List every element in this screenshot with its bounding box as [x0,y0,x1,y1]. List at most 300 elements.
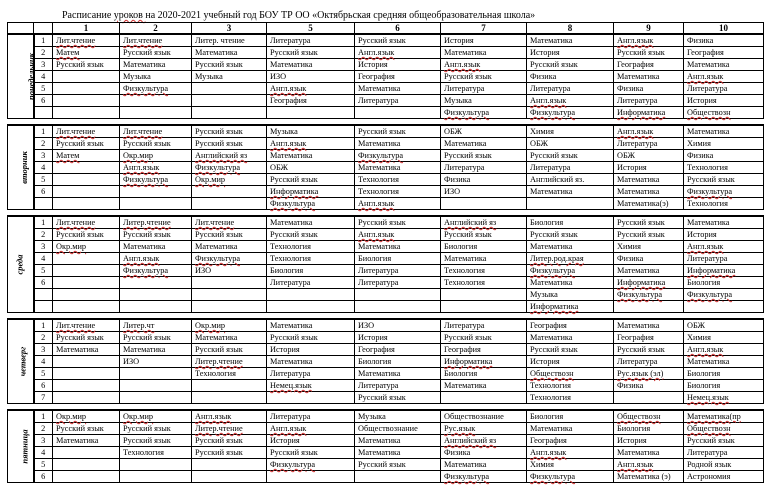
subject-cell [527,83,614,95]
subject-cell [192,71,267,83]
subject-text: Математика [123,345,166,354]
subject-cell [192,186,267,198]
day-label [8,410,34,483]
lesson-number-text: 4 [41,163,46,172]
subject-cell [53,380,120,392]
subject-cell [53,319,120,332]
subject-cell [527,59,614,71]
subject-cell [527,71,614,83]
day-name: понедельник [26,52,37,101]
subject-text: Математика [617,448,660,457]
subject-text: Русский язык [123,48,171,57]
subject-text: Обществозн [617,412,661,421]
subject-text: Русский язык [358,218,406,227]
subject-cell [527,174,614,186]
subject-cell [614,198,684,210]
subject-cell [441,423,527,435]
subject-text: Русский язык [530,151,578,160]
subject-cell [614,277,684,289]
subject-text: Русский язык [444,72,492,81]
subject-cell [527,253,614,265]
subject-text: Русский язык [195,139,243,148]
subject-cell [120,265,192,277]
subject-cell [120,150,192,162]
subject-cell [684,95,764,107]
subject-text: Окр.мир [123,151,154,160]
subject-cell [53,332,120,344]
subject-text: Русский язык [358,460,406,469]
subject-text: Математика [444,139,487,148]
title-text-marked: уроков [113,10,146,21]
subject-cell [614,47,684,59]
subject-text: Астрономия [687,472,731,481]
day-label [8,216,34,313]
table-row [8,380,764,392]
subject-text: Русский язык [530,230,578,239]
subject-cell [527,95,614,107]
subject-cell [53,356,120,368]
subject-text: История [270,436,300,445]
table-row [8,198,764,210]
subject-cell [684,471,764,483]
subject-text: Математика [530,242,573,251]
subject-text: Физкультура [358,151,404,160]
subject-cell [527,344,614,356]
lesson-number-text: 5 [41,369,46,378]
subject-cell [614,83,684,95]
subject-cell [614,332,684,344]
subject-cell [53,277,120,289]
column-header: 1 [53,23,120,35]
subject-text: Технология [530,381,571,390]
subject-cell [355,277,441,289]
subject-cell [53,47,120,59]
subject-cell [527,138,614,150]
subject-text: Англ.язык [687,72,724,81]
subject-cell [53,435,120,447]
subject-cell [684,332,764,344]
lesson-number [34,344,53,356]
subject-cell [53,410,120,423]
subject-text: Музыка [444,96,472,105]
subject-text: Англ.язык [617,127,654,136]
subject-cell [192,174,267,186]
lesson-number-text: 1 [41,412,46,421]
subject-cell [441,392,527,404]
column-header: 8 [527,23,614,35]
subject-cell [120,107,192,119]
subject-text: Русский язык [195,127,243,136]
lesson-number [34,216,53,229]
subject-text: Математика [195,242,238,251]
subject-cell [53,301,120,313]
subject-cell [441,71,527,83]
subject-text: Математика(э) [617,199,669,208]
subject-text: Физкультура [530,108,576,117]
table-row [8,435,764,447]
subject-cell [527,289,614,301]
lesson-number-text: 5 [41,84,46,93]
subject-cell [441,47,527,59]
subject-text: История [358,60,388,69]
table-row [8,447,764,459]
subject-cell [267,392,355,404]
subject-cell [441,34,527,47]
table-row [8,34,764,47]
lesson-number [34,410,53,423]
subject-cell [192,107,267,119]
subject-cell [355,150,441,162]
subject-text: Математика [270,60,313,69]
subject-cell [267,198,355,210]
subject-cell [441,447,527,459]
subject-text: Физкультура [444,472,490,481]
lesson-number [34,435,53,447]
lesson-number [34,289,53,301]
subject-cell [355,471,441,483]
subject-text: Математика [358,436,401,445]
lesson-number [34,186,53,198]
subject-text: География [358,345,395,354]
subject-cell [684,59,764,71]
subject-cell [355,47,441,59]
subject-cell [614,471,684,483]
subject-text: География [687,48,724,57]
subject-text: Математика [444,254,487,263]
subject-cell [267,471,355,483]
subject-text: История [444,36,474,45]
subject-cell [441,410,527,423]
subject-cell [120,423,192,435]
subject-text: Технология [358,187,399,196]
subject-text: Математика [617,321,660,330]
subject-text: Англ.язык [617,36,654,45]
subject-cell [527,107,614,119]
subject-cell [267,380,355,392]
subject-text: Математика [56,345,99,354]
subject-cell [614,71,684,83]
title-text-start: Расписание [62,10,114,21]
subject-cell [267,410,355,423]
subject-cell [192,301,267,313]
subject-text: География [444,345,481,354]
subject-text: Физкультура [123,175,169,184]
subject-cell [53,186,120,198]
subject-cell [267,319,355,332]
subject-text: Математика [195,333,238,342]
subject-cell [120,198,192,210]
subject-cell [441,216,527,229]
table-row [8,265,764,277]
subject-text: Математика [444,381,487,390]
subject-text: Музыка [530,290,558,299]
subject-cell [355,289,441,301]
subject-cell [53,34,120,47]
schedule-body [8,34,764,483]
subject-text: Обществознание [358,424,418,433]
table-row [8,125,764,138]
subject-cell [120,174,192,186]
subject-cell [192,138,267,150]
subject-text: Биология [530,412,564,421]
subject-text: Физика [687,36,714,45]
lesson-number-text: 1 [41,321,46,330]
subject-text: Русский язык [687,436,735,445]
subject-text: Литература [444,321,485,330]
lesson-number-text: 6 [41,96,46,105]
subject-text: Английский яз. [530,175,585,184]
subject-text: Окр.мир [56,412,87,421]
subject-text: Русский язык [56,333,104,342]
subject-text: Литература [617,96,658,105]
subject-cell [527,34,614,47]
lesson-number-text: 4 [41,448,46,457]
subject-text: Биология [358,254,392,263]
subject-cell [527,241,614,253]
column-header: 6 [355,23,441,35]
subject-cell [192,435,267,447]
subject-cell [355,59,441,71]
subject-cell [441,253,527,265]
subject-cell [120,47,192,59]
subject-cell [441,186,527,198]
subject-cell [441,301,527,313]
subject-text: Математика [687,127,730,136]
subject-cell [355,216,441,229]
subject-text: Физика [530,72,557,81]
subject-cell [614,34,684,47]
table-row [8,368,764,380]
subject-cell [53,368,120,380]
lesson-number-text: 2 [41,424,46,433]
subject-cell [614,459,684,471]
subject-text: Технология [270,254,311,263]
subject-cell [192,289,267,301]
subject-cell [192,95,267,107]
subject-text: Матем [56,151,80,160]
subject-cell [120,59,192,71]
subject-text: Англ.язык [617,460,654,469]
subject-cell [441,368,527,380]
subject-text: Русский язык [270,333,318,342]
subject-text: Биология [617,424,651,433]
subject-cell [267,83,355,95]
lesson-number [34,392,53,404]
subject-cell [355,83,441,95]
subject-text: Физкультура [687,187,733,196]
subject-cell [120,162,192,174]
subject-text: Физкультура [123,84,169,93]
lesson-number [34,332,53,344]
subject-text: Окр.мир [56,242,87,251]
subject-cell [441,277,527,289]
subject-cell [441,229,527,241]
lesson-number [34,471,53,483]
subject-cell [441,380,527,392]
subject-cell [192,344,267,356]
subject-text: ИЗО [123,357,140,366]
lesson-number [34,423,53,435]
subject-cell [527,410,614,423]
header-row [8,23,764,35]
subject-text: Биология [444,242,478,251]
subject-text: Химия [530,460,554,469]
subject-cell [192,59,267,71]
subject-text: ИЗО [444,187,461,196]
subject-cell [614,265,684,277]
day-name: вторник [18,151,29,184]
lesson-number-text: 5 [41,460,46,469]
subject-text: История [687,96,717,105]
subject-text: Родной язык [687,460,732,469]
subject-text: Литература [270,412,311,421]
subject-cell [120,83,192,95]
subject-cell [684,71,764,83]
subject-text: Литература [444,84,485,93]
subject-cell [441,265,527,277]
subject-cell [614,368,684,380]
subject-cell [355,253,441,265]
subject-text: Информатика [617,278,666,287]
lesson-number [34,459,53,471]
subject-cell [53,174,120,186]
subject-text: Русский язык [444,230,492,239]
subject-text: География [270,96,307,105]
title-text-end: на 2020-2021 учебный год БОУ ТР ОО «Октябрьская средняя общеобразовательная школа» [145,10,536,21]
day-label [8,34,37,119]
subject-text: Англ.язык [444,60,481,69]
subject-cell [53,71,120,83]
subject-cell [614,174,684,186]
subject-cell [441,150,527,162]
subject-cell [527,150,614,162]
subject-cell [355,423,441,435]
subject-text: Русский язык [530,345,578,354]
subject-text: Математика [617,266,660,275]
subject-cell [527,356,614,368]
subject-cell [192,229,267,241]
subject-cell [614,162,684,174]
subject-cell [614,186,684,198]
lesson-number [34,253,53,265]
subject-text: Математика [444,48,487,57]
subject-text: Математика [358,242,401,251]
subject-cell [355,174,441,186]
subject-text: Математика [530,278,573,287]
subject-cell [684,253,764,265]
table-row [8,150,764,162]
subject-cell [267,435,355,447]
subject-text: Английский яз [444,218,497,227]
table-row [8,277,764,289]
subject-cell [684,277,764,289]
subject-cell [120,138,192,150]
table-row [8,344,764,356]
subject-text: Физкультура [617,290,663,299]
lesson-number [34,277,53,289]
column-header: 2 [120,23,192,35]
subject-cell [684,435,764,447]
column-header: 3 [192,23,267,35]
table-row [8,107,764,119]
subject-cell [267,344,355,356]
subject-cell [53,241,120,253]
subject-text: ОБЖ [270,163,288,172]
subject-text: ИЗО [195,266,212,275]
subject-text: Математика [530,36,573,45]
subject-cell [355,435,441,447]
subject-cell [441,471,527,483]
subject-text: Математика [358,84,401,93]
subject-text: Русский язык [195,230,243,239]
subject-text: Музыка [270,127,298,136]
subject-cell [267,229,355,241]
lesson-number [34,174,53,186]
subject-cell [441,198,527,210]
column-header: 10 [684,23,764,35]
subject-cell [527,265,614,277]
subject-cell [192,410,267,423]
subject-text: Лит.чтение [56,127,96,136]
subject-cell [53,95,120,107]
schedule-table [7,22,764,483]
subject-text: Русский язык [195,436,243,445]
lesson-number-text: 1 [41,127,46,136]
subject-text: Математика [358,448,401,457]
subject-cell [614,107,684,119]
subject-text: Окр.мир [195,175,226,184]
subject-cell [53,83,120,95]
subject-text: Литер.чтение [123,218,171,227]
subject-cell [527,319,614,332]
subject-cell [192,277,267,289]
day-label [8,125,34,210]
subject-text: История [530,48,560,57]
subject-cell [355,241,441,253]
subject-text: География [617,60,654,69]
subject-text: Физкультура [270,199,316,208]
lesson-number-text: 3 [41,151,46,160]
table-row [8,162,764,174]
subject-cell [684,162,764,174]
subject-text: Литература [687,254,728,263]
subject-text: Русский язык [270,448,318,457]
subject-text: География [358,72,395,81]
table-row [8,471,764,483]
subject-cell [192,319,267,332]
subject-cell [267,162,355,174]
subject-cell [120,125,192,138]
subject-cell [192,83,267,95]
subject-cell [53,344,120,356]
lesson-number [34,447,53,459]
subject-cell [614,344,684,356]
subject-text: Математика [270,321,313,330]
subject-text: Технология [687,199,728,208]
subject-cell [192,253,267,265]
subject-cell [355,107,441,119]
subject-text: Англ.язык [687,345,724,354]
subject-text: Технология [530,393,571,402]
lesson-number [34,380,53,392]
subject-text: Обществознание [444,412,504,421]
subject-cell [267,186,355,198]
subject-cell [441,59,527,71]
subject-cell [120,447,192,459]
subject-text: Технология [444,266,485,275]
table-row [8,392,764,404]
subject-cell [527,186,614,198]
